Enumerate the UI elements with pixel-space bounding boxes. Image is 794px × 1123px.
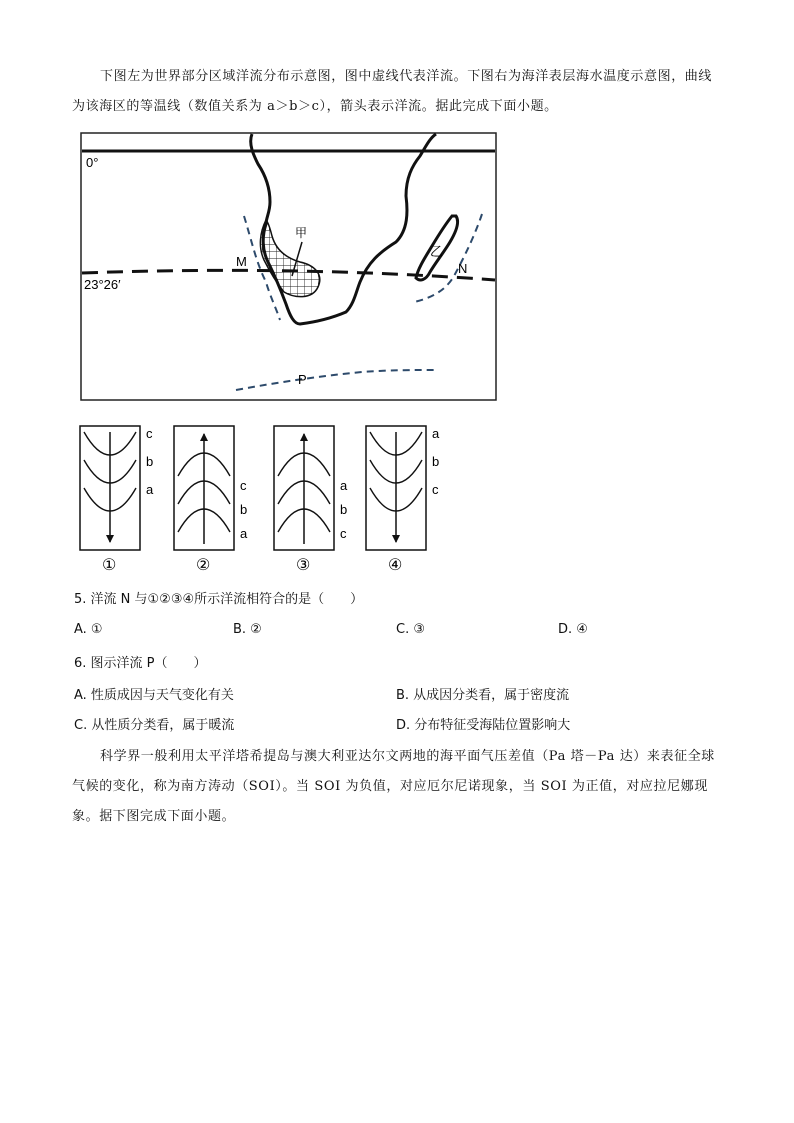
diagram-number: ②	[196, 557, 211, 574]
q5-option-d[interactable]: D. ④	[558, 622, 588, 637]
isotherm-label: c	[146, 426, 153, 441]
diagram-number: ④	[388, 557, 403, 574]
isotherm-label: a	[340, 478, 348, 493]
isotherm-label: a	[240, 526, 248, 541]
tropic-label: 23°26′	[84, 277, 121, 292]
q5-option-c[interactable]: C. ③	[396, 622, 425, 637]
question-6-stem: 6. 图示洋流 P（ ）	[74, 656, 207, 671]
intro-paragraph-1: 下图左为世界部分区域洋流分布示意图，图中虚线代表洋流。下图右为海洋表层海水温度示意图，曲线为该海区的等温线（数值关系为 a＞b＞c），箭头表示洋流。据此完成下面小题。	[72, 69, 713, 114]
q5-option-a[interactable]: A. ①	[74, 622, 103, 637]
isotherm-label: a	[432, 426, 440, 441]
isotherm-label: b	[240, 502, 248, 517]
diagram-number: ①	[102, 557, 117, 574]
isotherm-label: b	[432, 454, 440, 469]
q6-option-a[interactable]: A. 性质成因与天气变化有关	[74, 688, 234, 703]
q6-option-c[interactable]: C. 从性质分类看，属于暖流	[74, 718, 235, 733]
label-m: M	[236, 254, 247, 269]
isotherm-diagram-4	[366, 426, 440, 574]
intro-paragraph-2: 科学界一般利用太平洋塔希提岛与澳大利亚达尔文两地的海平面气压差值（Pa 塔－Pa 达）来表征全球气候的变化，称为南方涛动（SOI）。当 SOI 为负值，对应厄尔尼诺现象，当 SOI 为正值，对应拉尼娜现象。据下图完成下面小题。	[72, 749, 715, 824]
label-yi: 乙	[430, 244, 444, 259]
q6-option-d[interactable]: D. 分布特征受海陆位置影响大	[396, 718, 571, 733]
isotherm-label: a	[146, 482, 154, 497]
isotherm-label: c	[432, 482, 439, 497]
isotherm-label: c	[340, 526, 347, 541]
label-p: P	[298, 372, 307, 387]
isotherm-diagram-1	[80, 426, 154, 574]
diagram-number: ③	[296, 557, 311, 574]
isotherm-diagrams	[70, 420, 470, 580]
isotherm-label: b	[340, 502, 348, 517]
ocean-current-map	[80, 132, 498, 402]
question-5-stem: 5. 洋流 N 与①②③④所示洋流相符合的是（ ）	[74, 592, 364, 607]
isotherm-diagram-2	[174, 426, 248, 574]
q6-option-b[interactable]: B. 从成因分类看，属于密度流	[396, 688, 570, 703]
label-jia: 甲	[295, 226, 308, 240]
q5-option-b[interactable]: B. ②	[233, 622, 262, 637]
isotherm-diagram-3	[274, 426, 348, 574]
isotherm-label: b	[146, 454, 154, 469]
label-n: N	[458, 261, 468, 276]
equator-label: 0°	[86, 155, 99, 170]
isotherm-label: c	[240, 478, 247, 493]
